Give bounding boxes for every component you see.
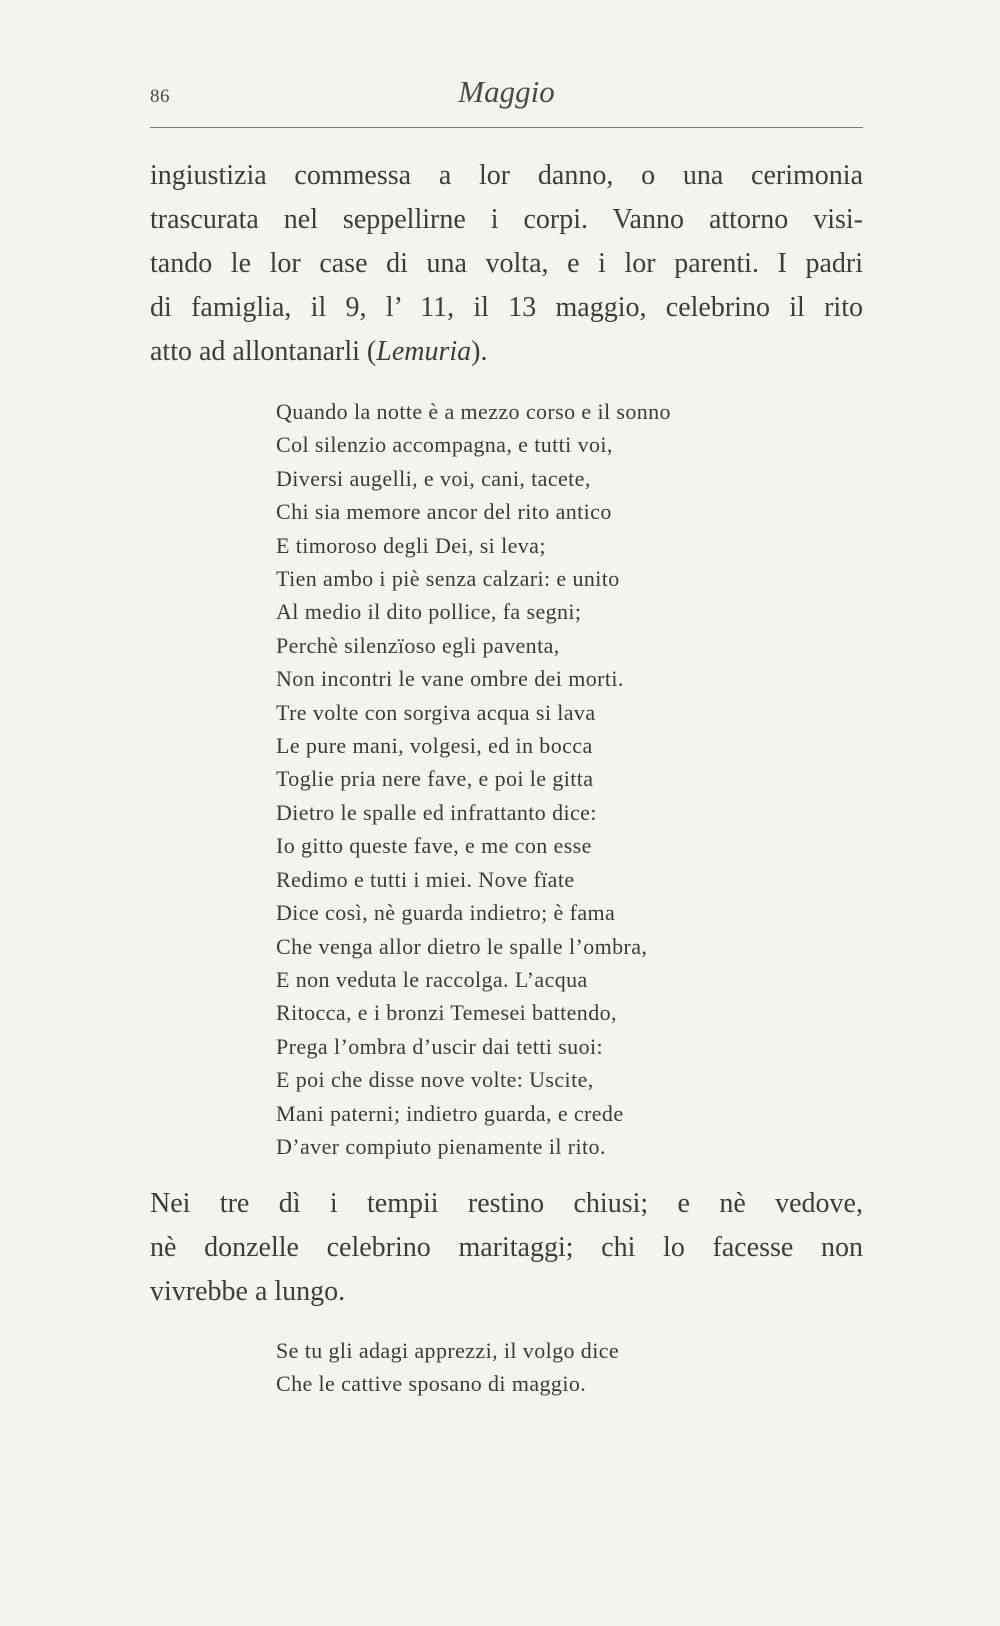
verse-line: Diversi augelli, e voi, cani, tacete, <box>276 465 591 491</box>
paragraph-1 <box>150 154 863 374</box>
paragraph-2-line: vivrebbe a lungo. <box>150 1276 346 1307</box>
header-rule <box>150 127 863 128</box>
verse-line: Che le cattive sposano di maggio. <box>276 1371 587 1397</box>
paragraph-1-line: di famiglia, il 9, l’ 11, il 13 maggio, celebrino il rito <box>150 292 863 323</box>
verse-line: Perchè silenzïoso egli paventa, <box>276 632 560 658</box>
verse-line: Io gitto queste fave, e me con esse <box>276 833 592 859</box>
verse-quotation-1 <box>276 395 671 1163</box>
paragraph-1-last-line-suffix: ). <box>471 336 488 367</box>
verse-line: Chi sia memore ancor del rito antico <box>276 499 612 525</box>
lemuria-italic: Lemuria <box>376 336 472 367</box>
page-number: 86 <box>150 86 170 107</box>
verse-line: Dice così, nè guarda indietro; è fama <box>276 900 616 926</box>
verse-line: Col silenzio accompagna, e tutti voi, <box>276 432 613 458</box>
verse-line: Se tu gli adagi apprezzi, il volgo dice <box>276 1338 620 1363</box>
verse-line: Mani paterni; indietro guarda, e crede <box>276 1100 624 1126</box>
running-title: Maggio <box>458 74 555 109</box>
verse-quotation-2 <box>276 1334 619 1401</box>
paragraph-1-last-line-prefix: atto ad allontanarli ( <box>150 336 377 367</box>
page-header <box>150 74 863 114</box>
verse-line: Tien ambo i piè senza calzari: e unito <box>276 566 620 592</box>
verse-line: Ritocca, e i bronzi Temesei battendo, <box>276 1000 617 1026</box>
verse-line: E timoroso degli Dei, si leva; <box>276 532 546 558</box>
verse-line: Redimo e tutti i miei. Nove fïate <box>276 866 575 892</box>
verse-line: Dietro le spalle ed infrattanto dice: <box>276 799 597 825</box>
verse-line: Le pure mani, volgesi, ed in bocca <box>276 733 593 759</box>
verse-line: Toglie pria nere fave, e poi le gitta <box>276 766 594 792</box>
paragraph-2-line: nè donzelle celebrino maritaggi; chi lo facesse non <box>150 1232 863 1263</box>
paragraph-2 <box>150 1182 863 1314</box>
verse-line: D’aver compiuto pienamente il rito. <box>276 1133 606 1159</box>
verse-line: Quando la notte è a mezzo corso e il sonno <box>276 399 671 424</box>
verse-line: Che venga allor dietro le spalle l’ombra, <box>276 933 648 959</box>
paragraph-1-line: trascurata nel seppellirne i corpi. Vanno attorno visi- <box>150 204 863 235</box>
verse-line: E poi che disse nove volte: Uscite, <box>276 1067 594 1093</box>
paragraph-1-line: ingiustizia commessa a lor danno, o una cerimonia <box>150 160 863 191</box>
verse-line: Al medio il dito pollice, fa segni; <box>276 599 582 625</box>
paragraph-1-last-line <box>150 330 863 374</box>
verse-line: Tre volte con sorgiva acqua si lava <box>276 699 596 725</box>
paragraph-2-line: Nei tre dì i tempii restino chiusi; e nè vedove, <box>150 1188 863 1219</box>
paragraph-1-line: tando le lor case di una volta, e i lor parenti. I padri <box>150 248 863 279</box>
verse-line: E non veduta le raccolga. L’acqua <box>276 966 588 992</box>
verse-line: Prega l’ombra d’uscir dai tetti suoi: <box>276 1033 603 1059</box>
verse-line: Non incontri le vane ombre dei morti. <box>276 666 624 692</box>
